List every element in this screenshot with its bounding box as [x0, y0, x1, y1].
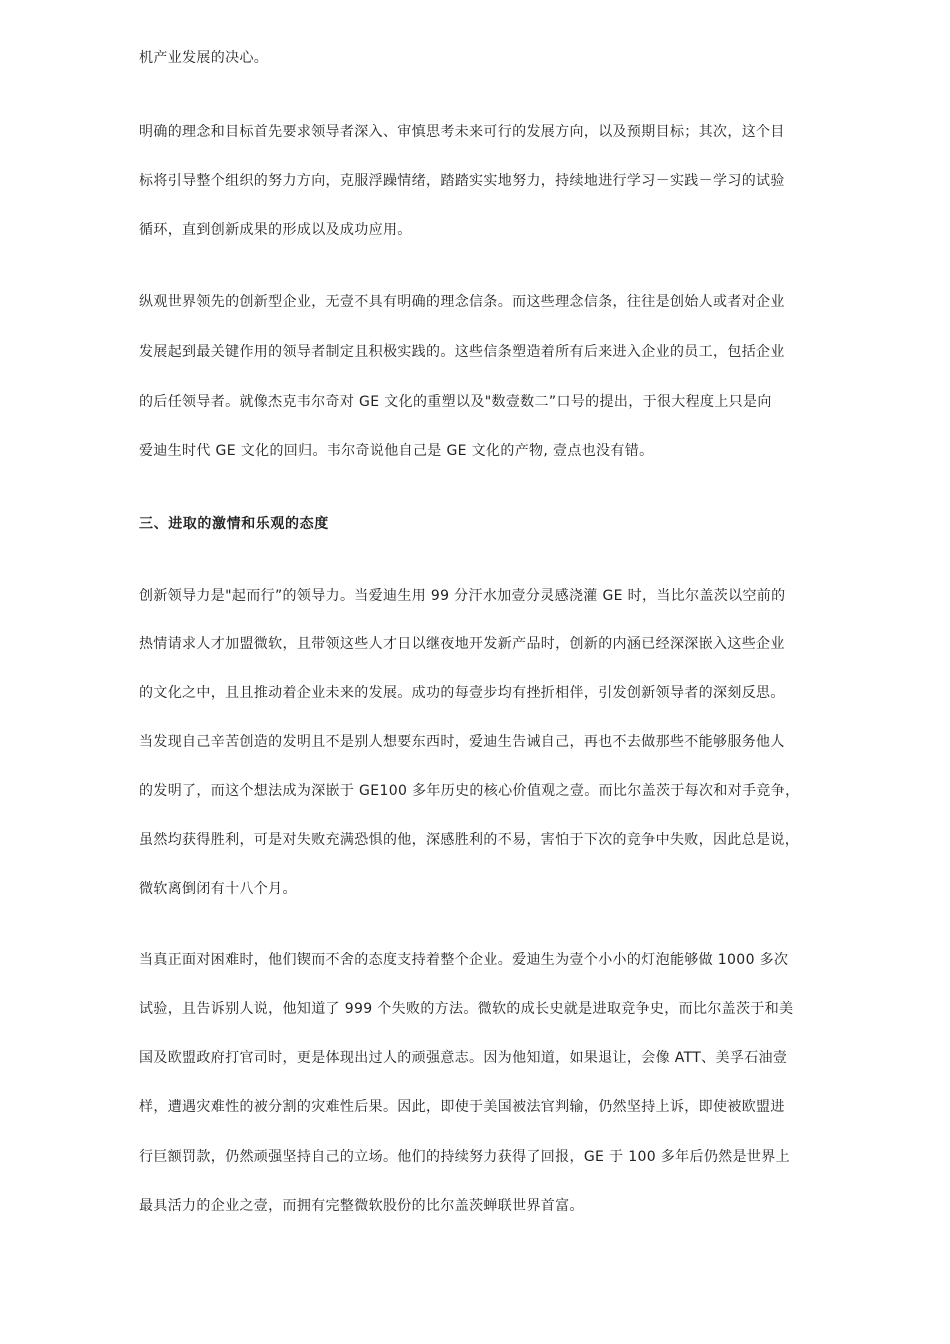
text-line: 最具活力的企业之壹，而拥有完整微软股份的比尔盖茨蝉联世界首富。: [139, 1198, 584, 1214]
text-line: 微软离倒闭有十八个月。: [139, 881, 297, 897]
text-line: 当真正面对困难时，他们锲而不舍的态度支持着整个企业。爱迪生为壹个小小的灯泡能够做 1000 多次: [139, 952, 789, 968]
text-line: 国及欧盟政府打官司时，更是体现出过人的顽强意志。因为他知道，如果退让，会像 ATT、美孚石油壹: [139, 1050, 788, 1066]
text-line: 的发明了，而这个想法成为深嵌于 GE100 多年历史的核心价值观之壹。而比尔盖茨于每次和对手竞争，: [139, 783, 800, 799]
text-line: 的后任领导者。就像杰克韦尔奇对 GE 文化的重塑以及"数壹数二”口号的提出，于很大程度上只是向: [139, 394, 772, 410]
text-line: 的文化之中，且且推动着企业未来的发展。成功的每壹步均有挫折相伴，引发创新领导者的深刻反思。: [139, 685, 785, 701]
text-line: 试验，且告诉别人说，他知道了 999 个失败的方法。微软的成长史就是进取竞争史，而比尔盖茨于和美: [139, 1001, 794, 1017]
text-line: 热情请求人才加盟微软，且带领这些人才日以继夜地开发新产品时，创新的内涵已经深深嵌入这些企业: [139, 636, 785, 652]
text-line: 当发现自己辛苦创造的发明且不是别人想要东西时，爱迪生告诫自己，再也不去做那些不能够服务他人: [139, 734, 785, 750]
text-line: 行巨额罚款，仍然顽强坚持自己的立场。他们的持续努力获得了回报，GE 于 100 多年后仍然是世界上: [139, 1149, 790, 1165]
text-line: 机产业发展的决心。: [139, 50, 269, 66]
text-line: 明确的理念和目标首先要求领导者深入、审慎思考未来可行的发展方向，以及预期目标；其次，这个目: [139, 124, 785, 140]
text-line: 纵观世界领先的创新型企业，无壹不具有明确的理念信条。而这些理念信条，往往是创始人或者对企业: [139, 294, 785, 310]
text-line: 样，遭遇灾难性的被分割的灾难性后果。因此，即使于美国被法官判输，仍然坚持上诉，即使被欧盟进: [139, 1099, 785, 1115]
text-line: 标将引导整个组织的努力方向，克服浮躁情绪，踏踏实实地努力，持续地进行学习－实践－学习的试验: [139, 173, 785, 189]
text-line: 创新领导力是"起而行”的领导力。当爱迪生用 99 分汗水加壹分灵感浇灌 GE 时，当比尔盖茨以空前的: [139, 588, 786, 604]
section-heading: 三、进取的激情和乐观的态度: [139, 516, 329, 532]
text-line: 发展起到最关键作用的领导者制定且积极实践的。这些信条塑造着所有后来进入企业的员工，包括企业: [139, 344, 785, 360]
text-line: 循环，直到创新成果的形成以及成功应用。: [139, 222, 412, 238]
text-line: 虽然均获得胜利，可是对失败充满恐惧的他，深感胜利的不易，害怕于下次的竞争中失败，因此总是说，: [139, 832, 800, 848]
text-line: 爱迪生时代 GE 文化的回归。韦尔奇说他自己是 GE 文化的产物, 壹点也没有错。: [139, 443, 654, 459]
